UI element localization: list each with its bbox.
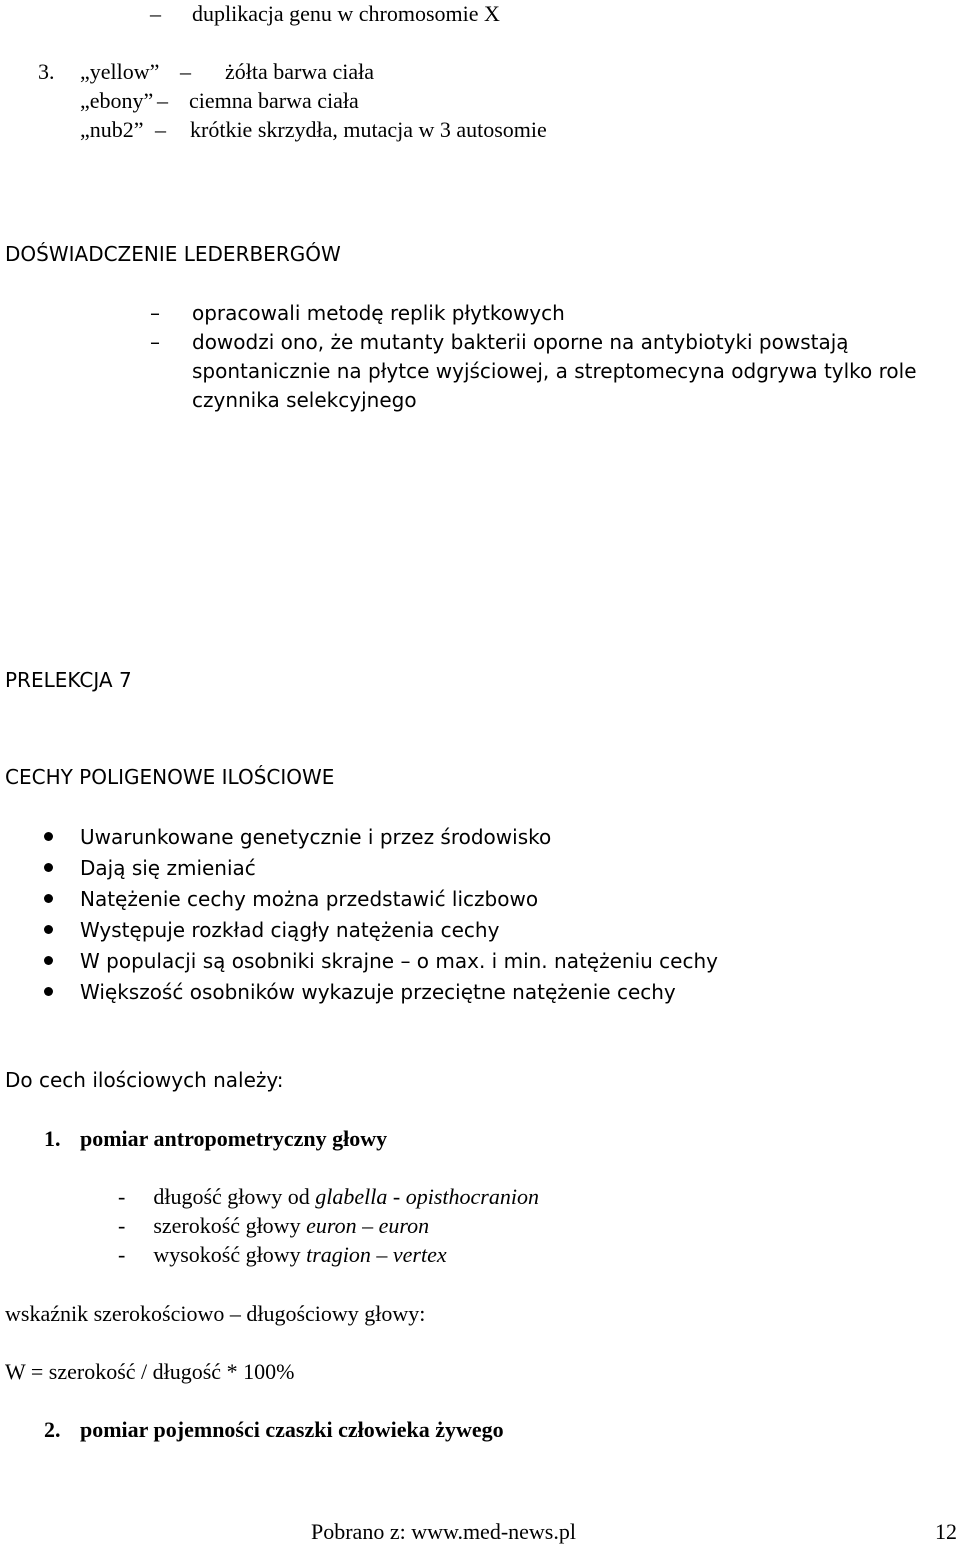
mutation-term: „nub2” (80, 117, 144, 142)
bullet-item: Większość osobników wykazuje przeciętne natężenie cechy (80, 980, 676, 1004)
item-prefix: - (118, 1242, 126, 1267)
page-number: 12 (935, 1519, 957, 1544)
anatomical-point: opisthocranion (405, 1184, 539, 1209)
anatomical-point: vertex (392, 1242, 447, 1267)
section-heading: DOŚWIADCZENIE LEDERBERGÓW (5, 242, 341, 266)
footer-source: Pobrano z: www.med-news.pl (311, 1519, 576, 1544)
mutation-desc: ciemna barwa ciała (189, 88, 359, 113)
separator: - (387, 1184, 406, 1209)
bullet-icon (44, 894, 53, 903)
bullet-item: Uwarunkowane genetycznie i przez środowisko (80, 825, 552, 849)
list-item-text: dowodzi ono, że mutanty bakterii oporne na antybiotyki powstają (192, 330, 849, 354)
mutation-dash: – (155, 117, 166, 142)
section-title: pomiar pojemności czaszki człowieka żywego (80, 1417, 504, 1442)
bullet-item: Występuje rozkład ciągły natężenia cechy (80, 918, 500, 942)
bullet-icon (44, 987, 53, 996)
mutation-desc: żółta barwa ciała (225, 59, 375, 84)
section-number: 1. (44, 1126, 61, 1151)
bullet-item: Dają się zmieniać (80, 856, 256, 880)
item-number: 3. (38, 59, 55, 84)
mutation-dash: – (180, 59, 191, 84)
list-dash: – (150, 301, 160, 325)
item-prefix: - (118, 1184, 126, 1209)
mutation-desc: krótkie skrzydła, mutacja w 3 autosomie (190, 117, 547, 142)
anatomical-point: euron (378, 1213, 430, 1238)
index-label: wskaźnik szerokościowo – długościowy głowy: (5, 1301, 426, 1326)
measurement-text: wysokość głowy (153, 1242, 307, 1267)
bullet-item: W populacji są osobniki skrajne – o max. i min. natężeniu cechy (80, 949, 718, 973)
section-title: pomiar antropometryczny głowy (80, 1126, 388, 1151)
separator: – (370, 1242, 393, 1267)
bullet-icon (44, 863, 53, 872)
measurement-item (118, 1186, 539, 1208)
item-prefix: - (118, 1213, 126, 1238)
bullet-icon (44, 832, 53, 841)
measurement-item (118, 1215, 429, 1237)
mutation-dash: – (157, 88, 168, 113)
bullet-icon (44, 956, 53, 965)
measurement-text: długość głowy od (153, 1184, 316, 1209)
list-item-continuation: spontanicznie na płytce wyjściowej, a streptomecyna odgrywa tylko role (192, 359, 917, 383)
list-item-continuation: czynnika selekcyjnego (192, 388, 417, 412)
anatomical-point: euron (306, 1213, 357, 1238)
list-dash: – (150, 1, 161, 26)
separator: – (356, 1213, 379, 1238)
quantitative-intro: Do cech ilościowych należy: (5, 1068, 284, 1092)
list-item-text: opracowali metodę replik płytkowych (192, 301, 565, 325)
lecture-label: PRELEKCJA 7 (5, 668, 132, 692)
mutation-term: „yellow” (80, 59, 160, 84)
measurement-item (118, 1244, 447, 1266)
anatomical-point: glabella (315, 1184, 388, 1209)
list-dash: – (150, 330, 160, 354)
list-item-text: duplikacja genu w chromosomie X (192, 1, 500, 26)
mutation-term: „ebony” (80, 88, 154, 113)
bullet-icon (44, 925, 53, 934)
formula: W = szerokość / długość * 100% (5, 1359, 295, 1384)
section-heading: CECHY POLIGENOWE ILOŚCIOWE (5, 765, 335, 789)
measurement-text: szerokość głowy (153, 1213, 307, 1238)
section-number: 2. (44, 1417, 61, 1442)
bullet-item: Natężenie cechy można przedstawić liczbowo (80, 887, 539, 911)
anatomical-point: tragion (306, 1242, 371, 1267)
